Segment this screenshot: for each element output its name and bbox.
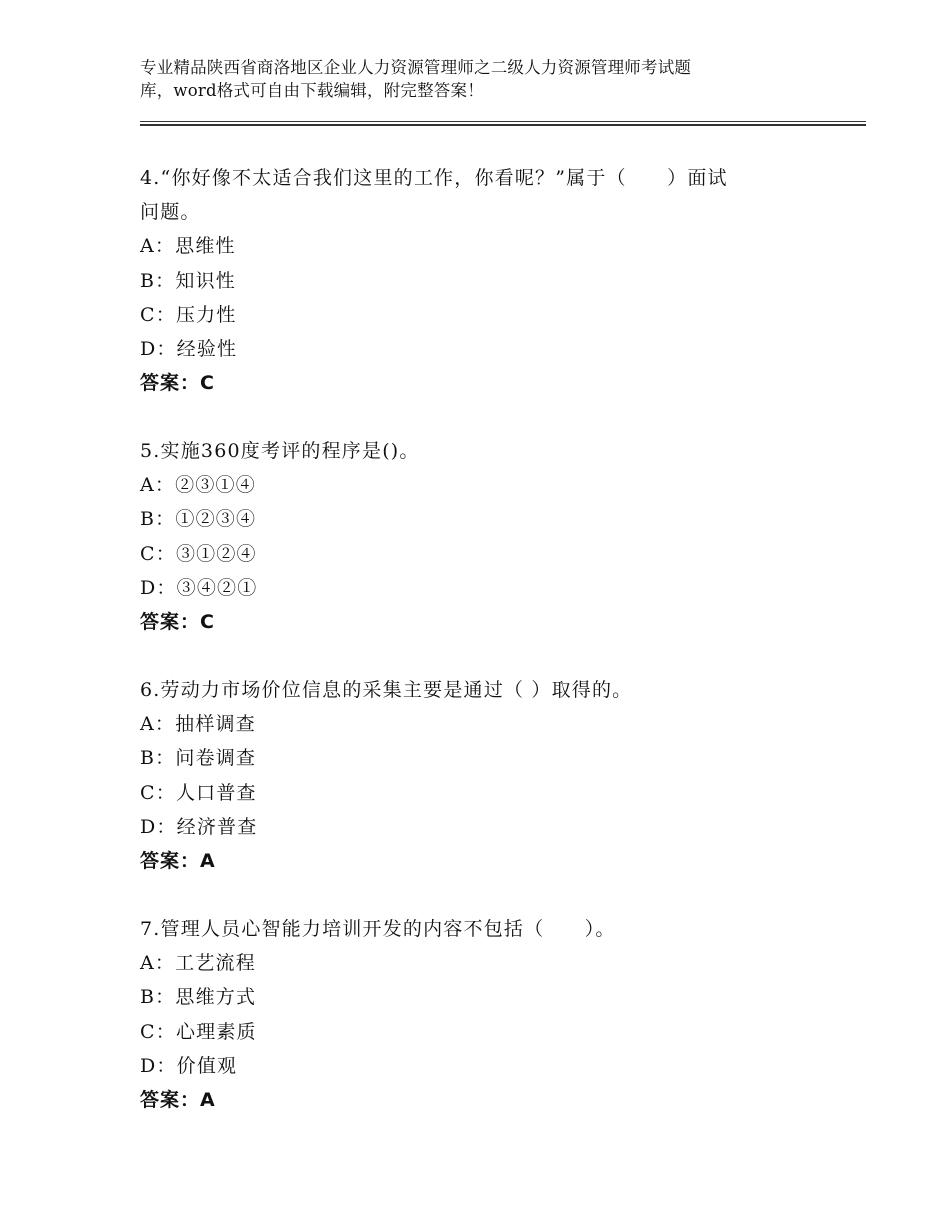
document-header (140, 56, 820, 102)
option-c: C：人口普查 (140, 781, 257, 804)
answer-label: 答案：C (140, 372, 215, 395)
option-d: D：③④②① (140, 576, 258, 599)
option-d: D：经济普查 (140, 815, 258, 838)
option-c: C：压力性 (140, 303, 237, 326)
answer-label: 答案：A (140, 1088, 216, 1111)
question-4 (140, 161, 820, 400)
option-c: C：③①②④ (140, 542, 257, 565)
question-stem: 4.“你好像不太适合我们这里的工作，你看呢？”属于（ ）面试 (140, 167, 728, 189)
option-a: A：抽样调查 (140, 713, 256, 736)
option-a: A：工艺流程 (140, 952, 256, 975)
option-d: D：经验性 (140, 337, 238, 360)
question-5 (140, 434, 820, 639)
option-b: B：问卷调查 (140, 747, 257, 770)
answer-label: 答案：C (140, 610, 215, 633)
answer-label: 答案：A (140, 849, 216, 872)
question-stem: 6.劳动力市场价位信息的采集主要是通过（ ）取得的。 (140, 679, 633, 701)
question-stem: 5.实施360度考评的程序是()。 (140, 440, 420, 462)
question-6 (140, 673, 820, 878)
option-a: A：思维性 (140, 235, 236, 258)
option-b: B：思维方式 (140, 986, 257, 1009)
question-stem-continued: 问题。 (140, 201, 201, 224)
option-c: C：心理素质 (140, 1020, 257, 1043)
question-stem: 7.管理人员心智能力培训开发的内容不包括（ ）。 (140, 918, 616, 940)
option-a: A：②③①④ (140, 474, 256, 497)
question-7 (140, 912, 820, 1117)
header-title-line-2: 库，word格式可自由下载编辑，附完整答案！ (140, 81, 484, 100)
option-b: B：①②③④ (140, 508, 257, 531)
option-d: D：价值观 (140, 1054, 238, 1077)
option-b: B：知识性 (140, 269, 236, 292)
header-divider-thin (140, 121, 866, 122)
header-divider-thick (140, 124, 866, 126)
header-title-line-1: 专业精品陕西省商洛地区企业人力资源管理师之二级人力资源管理师考试题 (140, 58, 692, 77)
